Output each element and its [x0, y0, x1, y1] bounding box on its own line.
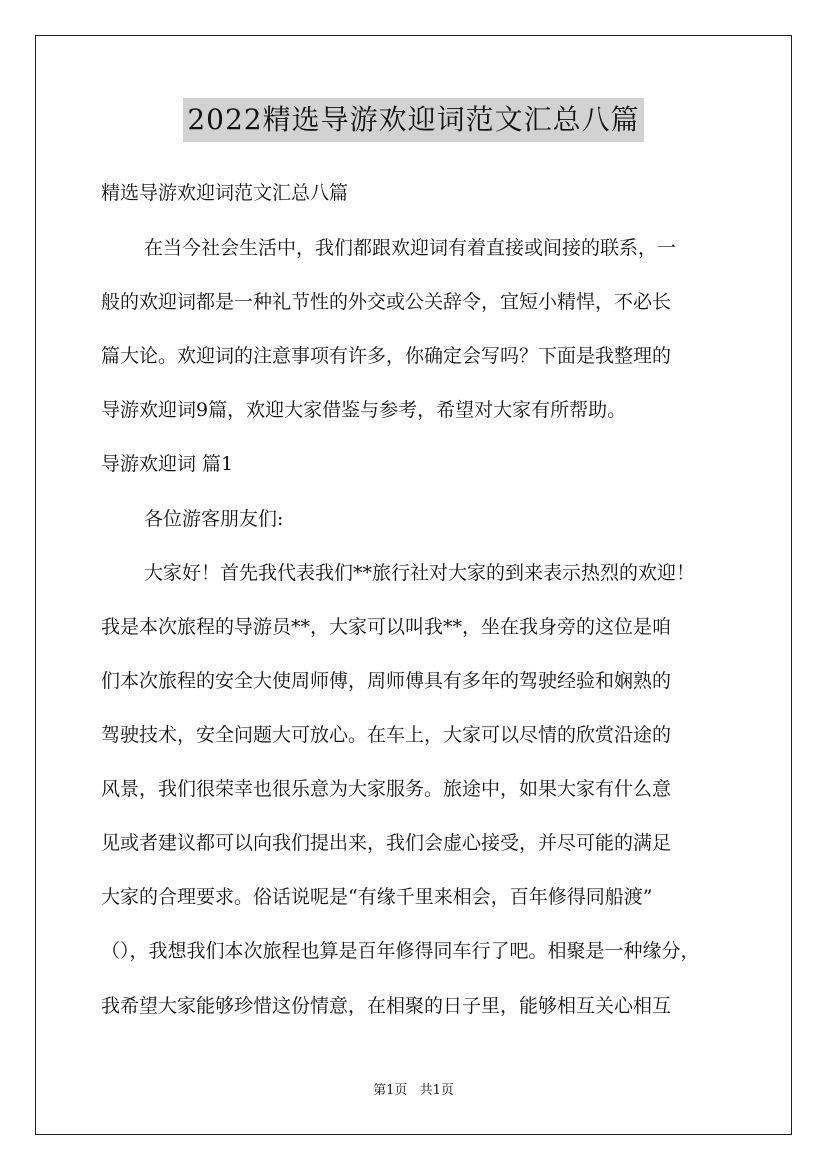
paragraph-line: 大家好！首先我代表我们**旅行社对大家的到来表示热烈的欢迎！ — [144, 562, 696, 584]
page-total: 共1页 — [419, 1083, 454, 1098]
title-container — [0, 98, 827, 142]
paragraph-line: 导游欢迎词9篇，欢迎大家借鉴与参考，希望对大家有所帮助。 — [101, 399, 627, 421]
page-number: 第1页 — [373, 1083, 408, 1098]
paragraph-line: 各位游客朋友们: — [144, 508, 284, 530]
paragraph-line: 我希望大家能够珍惜这份情意，在相聚的日子里，能够相互关心相互 — [101, 995, 672, 1017]
paragraph-line: 我是本次旅程的导游员**，大家可以叫我**，坐在我身旁的这位是咱 — [101, 616, 672, 638]
document-title: 2022精选导游欢迎词范文汇总八篇 — [183, 98, 643, 142]
paragraph-line: 驾驶技术，安全问题大可放心。在车上，大家可以尽情的欣赏沿途的 — [101, 724, 672, 746]
paragraph-line: （），我想我们本次旅程也算是百年修得同车行了吧。相聚是一种缘分， — [101, 940, 700, 962]
paragraph-line: 大家的合理要求。俗话说呢是“有缘千里来相会，百年修得同船渡” — [101, 886, 653, 908]
page-footer — [0, 1082, 827, 1100]
section-heading: 导游欢迎词 篇1 — [101, 453, 234, 475]
paragraph-line: 般的欢迎词都是一种礼节性的外交或公关辞令，宜短小精悍，不必长 — [101, 291, 672, 313]
paragraph-line: 篇大论。欢迎词的注意事项有许多，你确定会写吗？下面是我整理的 — [101, 345, 672, 367]
paragraph-line: 在当今社会生活中，我们都跟欢迎词有着直接或间接的联系，一 — [144, 237, 677, 259]
document-subtitle: 精选导游欢迎词范文汇总八篇 — [101, 182, 349, 204]
paragraph-line: 们本次旅程的安全大使周师傅，周师傅具有多年的驾驶经验和娴熟的 — [101, 670, 672, 692]
paragraph-line: 见或者建议都可以向我们提出来，我们会虚心接受，并尽可能的满足 — [101, 832, 672, 854]
paragraph-line: 风景，我们很荣幸也很乐意为大家服务。旅途中，如果大家有什么意 — [101, 778, 672, 800]
